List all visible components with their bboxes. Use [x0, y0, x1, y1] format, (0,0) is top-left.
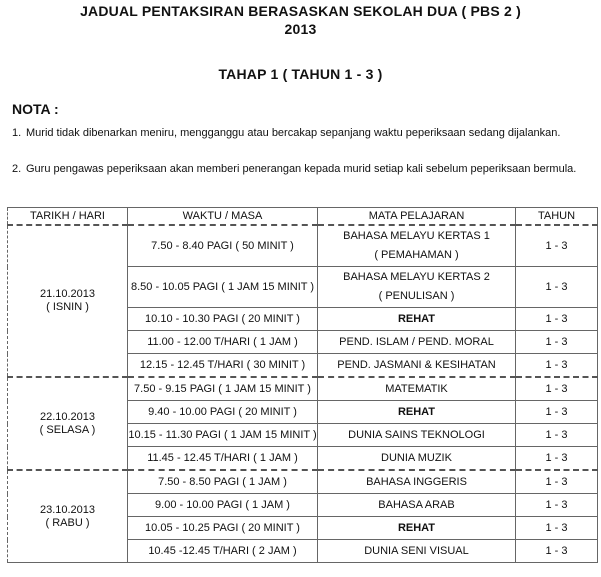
year-cell: 1 - 3 [516, 540, 598, 563]
time-cell: 10.10 - 10.30 PAGI ( 20 MINIT ) [128, 308, 318, 331]
day-name: ( SELASA ) [39, 423, 96, 436]
subject-subtitle: ( PENULISAN ) [378, 290, 455, 302]
year-cell: 1 - 3 [516, 331, 598, 354]
time-cell: 9.00 - 10.00 PAGI ( 1 JAM ) [128, 494, 318, 517]
subject-cell: PEND. ISLAM / PEND. MORAL [318, 331, 516, 354]
time-cell: 7.50 - 9.15 PAGI ( 1 JAM 15 MINIT ) [128, 377, 318, 401]
time-cell: 12.15 - 12.45 T/HARI ( 30 MINIT ) [128, 354, 318, 378]
year-cell: 1 - 3 [516, 517, 598, 540]
document-title: JADUAL PENTAKSIRAN BERASASKAN SEKOLAH DUA ( PBS 2 ) [80, 3, 521, 19]
note-number: 2. [12, 163, 22, 175]
exam-schedule-table [7, 207, 598, 563]
subject-cell [318, 225, 516, 267]
year-cell: 1 - 3 [516, 424, 598, 447]
year-cell: 1 - 3 [516, 447, 598, 471]
day-name: ( ISNIN ) [46, 301, 89, 313]
time-cell: 7.50 - 8.40 PAGI ( 50 MINIT ) [128, 225, 318, 267]
note-text: Guru pengawas peperiksaan akan memberi penerangan kepada murid setiap kali sebelum peperiksaan bermula. [26, 163, 577, 175]
day-date: 23.10.2013 [39, 503, 96, 516]
subject-cell: DUNIA SENI VISUAL [318, 540, 516, 563]
column-header-date: TARIKH / HARI [8, 208, 128, 226]
time-cell: 7.50 - 8.50 PAGI ( 1 JAM ) [128, 470, 318, 494]
column-header-subject: MATA PELAJARAN [318, 208, 516, 226]
year-cell: 1 - 3 [516, 308, 598, 331]
subject-name: BAHASA MELAYU KERTAS 2 [343, 271, 490, 283]
day-cell [8, 377, 128, 470]
column-header-time: WAKTU / MASA [128, 208, 318, 226]
time-cell: 8.50 - 10.05 PAGI ( 1 JAM 15 MINIT ) [128, 267, 318, 308]
day-date: 21.10.2013 [39, 288, 96, 300]
year-cell: 1 - 3 [516, 267, 598, 308]
time-cell: 10.15 - 11.30 PAGI ( 1 JAM 15 MINIT ) [128, 424, 318, 447]
time-cell: 11.45 - 12.45 T/HARI ( 1 JAM ) [128, 447, 318, 471]
table-row [8, 225, 598, 267]
year-cell: 1 - 3 [516, 377, 598, 401]
time-cell: 10.05 - 10.25 PAGI ( 20 MINIT ) [128, 517, 318, 540]
table-header-row [8, 208, 598, 226]
day-date: 22.10.2013 [39, 410, 96, 423]
subject-subtitle: ( PEMAHAMAN ) [374, 249, 459, 261]
table-row [8, 470, 598, 494]
time-cell: 11.00 - 12.00 T/HARI ( 1 JAM ) [128, 331, 318, 354]
year-cell: 1 - 3 [516, 354, 598, 378]
year-cell: 1 - 3 [516, 494, 598, 517]
subject-cell: REHAT [318, 308, 516, 331]
subject-cell: MATEMATIK [318, 377, 516, 401]
subject-cell: REHAT [318, 401, 516, 424]
notes-label: NOTA : [12, 101, 59, 117]
year-cell: 1 - 3 [516, 225, 598, 267]
subject-cell: PEND. JASMANI & KESIHATAN [318, 354, 516, 378]
year-cell: 1 - 3 [516, 401, 598, 424]
subject-cell: BAHASA INGGERIS [318, 470, 516, 494]
table-row [8, 377, 598, 401]
subject-cell: BAHASA ARAB [318, 494, 516, 517]
subject-cell [318, 267, 516, 308]
time-cell: 10.45 -12.45 T/HARI ( 2 JAM ) [128, 540, 318, 563]
year-cell: 1 - 3 [516, 470, 598, 494]
day-cell [8, 470, 128, 563]
stage-title: TAHAP 1 ( TAHUN 1 - 3 ) [218, 66, 383, 82]
subject-cell: DUNIA SAINS TEKNOLOGI [318, 424, 516, 447]
document-year: 2013 [284, 21, 317, 37]
column-header-year: TAHUN [516, 208, 598, 226]
time-cell: 9.40 - 10.00 PAGI ( 20 MINIT ) [128, 401, 318, 424]
subject-name: BAHASA MELAYU KERTAS 1 [343, 230, 490, 242]
note-number: 1. [12, 127, 22, 139]
subject-cell: DUNIA MUZIK [318, 447, 516, 471]
day-cell [8, 225, 128, 377]
subject-cell: REHAT [318, 517, 516, 540]
note-text: Murid tidak dibenarkan meniru, mengganggu atau bercakap sepanjang waktu peperiksaan sedang dijalankan. [26, 127, 561, 139]
day-name: ( RABU ) [45, 516, 90, 529]
